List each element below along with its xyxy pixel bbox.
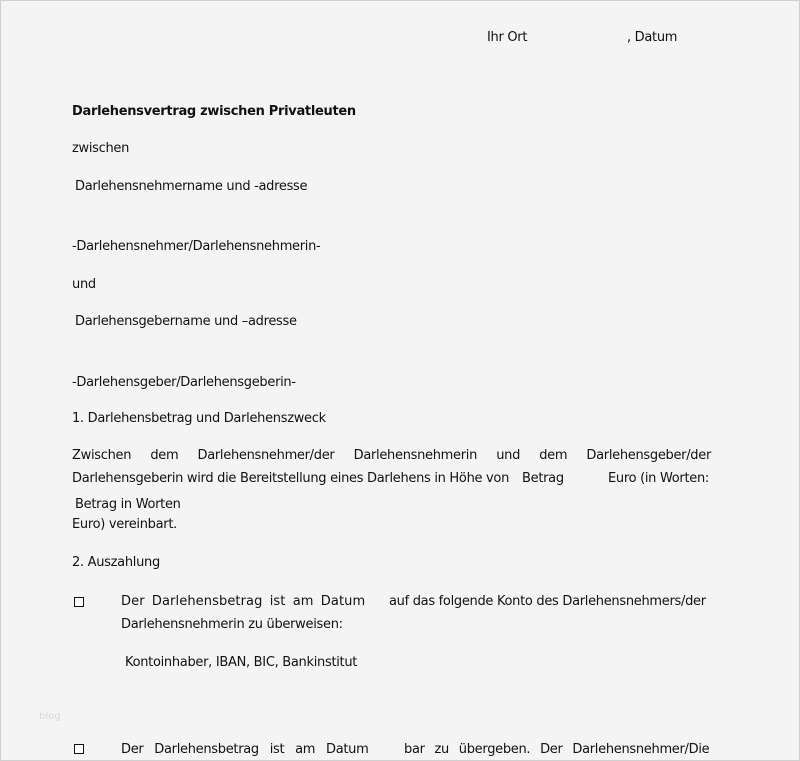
section2-heading: 2. Auszahlung — [72, 555, 160, 570]
lender-role: -Darlehensgeber/Darlehensgeberin- — [72, 375, 296, 390]
amount-words-field: Betrag in Worten — [75, 497, 181, 512]
document-title: Darlehensvertrag zwischen Privatleuten — [72, 104, 356, 119]
section1-line1: Zwischen dem Darlehensnehmer/der Darlehensnehmerin und dem Darlehensgeber/der — [72, 448, 711, 463]
borrower-role: -Darlehensnehmer/Darlehensnehmerin- — [72, 239, 321, 254]
section1-line3: Euro) vereinbart. — [72, 517, 177, 532]
section1-line2: Darlehensgeberin wird die Bereitstellung eines Darlehens in Höhe von — [72, 471, 510, 486]
date-field: , Datum — [627, 30, 678, 45]
option2-text-end: bar zu übergeben. Der Darlehensnehmer/Die — [404, 742, 710, 757]
and-text: und — [72, 277, 96, 292]
option1-text-end: auf das folgende Konto des Darlehensnehmers/der — [389, 594, 706, 609]
option1-checkbox[interactable] — [74, 597, 84, 607]
borrower-address: Darlehensnehmername und -adresse — [75, 179, 308, 194]
section1-heading: 1. Darlehensbetrag und Darlehenszweck — [72, 411, 326, 426]
place-field: Ihr Ort — [487, 30, 528, 45]
option2-checkbox[interactable] — [74, 744, 84, 754]
section1-line2-end: Euro (in Worten: — [608, 471, 709, 486]
amount-field: Betrag — [522, 471, 564, 486]
option2-text: Der Darlehensbetrag ist am Datum — [121, 742, 369, 757]
option1-text: Der Darlehensbetrag ist am Datum — [121, 594, 366, 609]
option1-line2: Darlehensnehmerin zu überweisen: — [121, 617, 343, 632]
watermark: blog — [39, 711, 61, 722]
lender-address: Darlehensgebername und –adresse — [75, 314, 297, 329]
account-details: Kontoinhaber, IBAN, BIC, Bankinstitut — [125, 655, 358, 670]
between-text: zwischen — [72, 141, 130, 156]
